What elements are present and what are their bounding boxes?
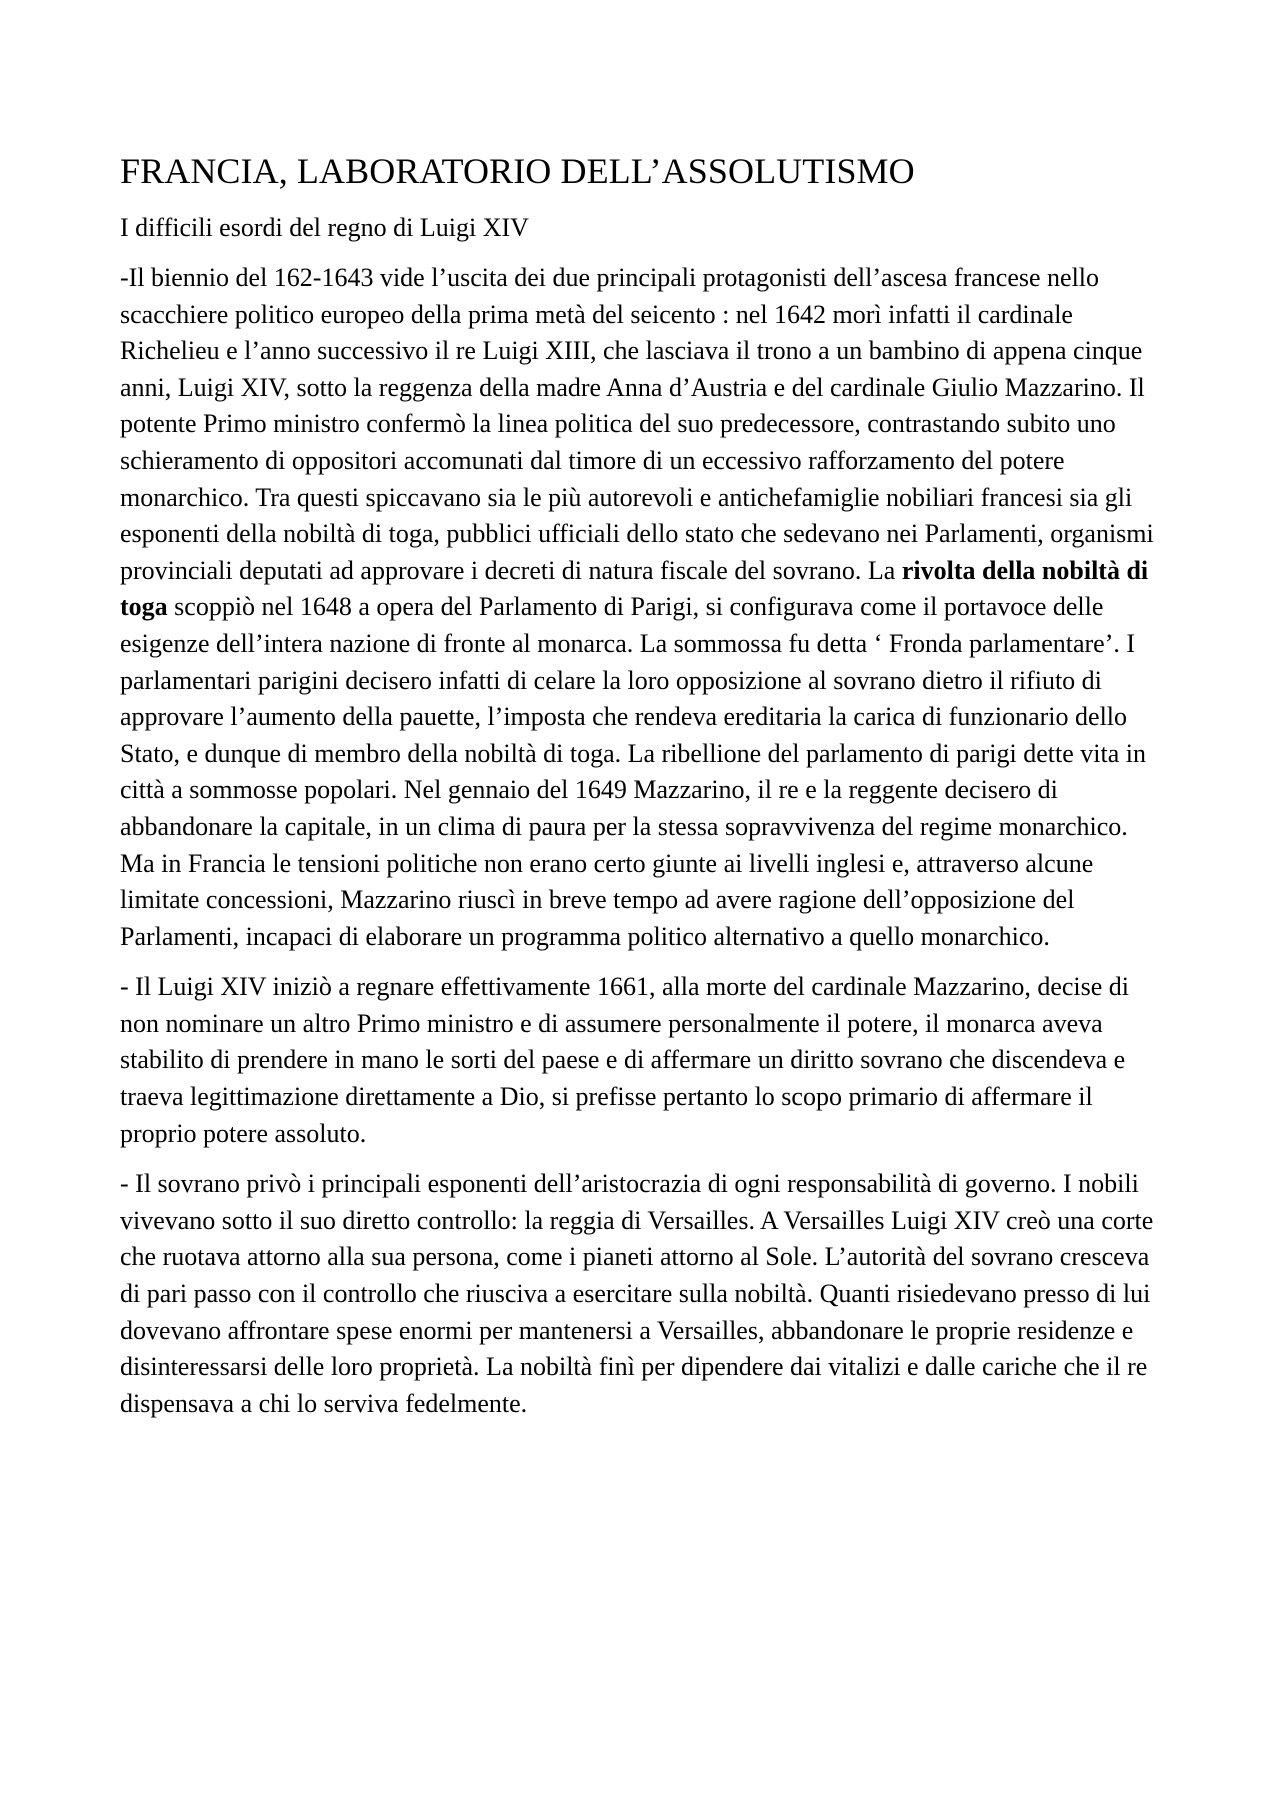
document-title: FRANCIA, LABORATORIO DELL’ASSOLUTISMO: [120, 151, 915, 191]
paragraph-1: [120, 260, 1160, 955]
document-page: [120, 148, 1160, 1436]
document-subtitle: I difficili esordi del regno di Luigi XIV: [120, 213, 529, 242]
paragraph-1-bold-text: rivolta della nobiltà di toga: [120, 555, 1149, 622]
paragraph-1-text-end: scoppiò nel 1648 a opera del Parlamento di Parigi, si configurava come il portavoce delle esigenze dell’intera nazione di fronte al monarca. La sommossa fu detta ‘ Fronda parlamentare’. I parlamentari parigini decisero infatti di celare la loro opposizione al sovrano dietro il rifiuto di approvare l’aumento della pauette, l’imposta che rendeva ereditaria la carica di funzionario dello Stato, e dunque di membro della nobiltà di toga. La ribellione del parlamento di parigi dette vita in città a sommosse popolari. Nel gennaio del 1649 Mazzarino, il re e la reggente decisero di abbandonare la capitale, in un clima di paura per la stessa sopravvivenza del regime monarchico. Ma in Francia le tensioni politiche non erano certo giunte ai livelli inglesi e, attraverso alcune limitate concessioni, Mazzarino riuscì in breve tempo ad avere ragione dell’opposizione del Parlamenti, incapaci di elaborare un programma politico alternativo a quello monarchico.: [120, 592, 1146, 951]
paragraph-1-text-start: -Il biennio del 162-1643 vide l’uscita dei due principali protagonisti dell’ascesa francese nello scacchiere politico europeo della prima metà del seicento : nel 1642 morì infatti il cardinale Richelieu e l’anno successivo il re Luigi XIII, che lasciava il trono a un bambino di appena cinque anni, Luigi XIV, sotto la reggenza della madre Anna d’Austria e del cardinale Giulio Mazzarino. Il potente Primo ministro confermò la linea politica del suo predecessore, contrastando subito uno schieramento di oppositori accomunati dal timore di un eccessivo rafforzamento del potere monarchico. Tra questi spiccavano sia le più autorevoli e antichefamiglie nobiliari francesi sia gli esponenti della nobiltà di toga, pubblici ufficiali dello stato che sedevano nei Parlamenti, organismi provinciali deputati ad approvare i decreti di natura fiscale del sovrano. La: [120, 263, 1154, 585]
paragraph-3: - Il sovrano privò i principali esponenti dell’aristocrazia di ogni responsabilità di governo. I nobili vivevano sotto il suo diretto controllo: la reggia di Versailles. A Versailles Luigi XIV creò una corte che ruotava attorno alla sua persona, come i pianeti attorno al Sole. L’autorità del sovrano cresceva di pari passo con il controllo che riusciva a esercitare sulla nobiltà. Quanti risiedevano presso di lui dovevano affrontare spese enormi per mantenersi a Versailles, abbandonare le proprie residenze e disinteressarsi delle loro proprietà. La nobiltà finì per dipendere dai vitalizi e dalle cariche che il re dispensava a chi lo serviva fedelmente.: [120, 1169, 1154, 1418]
paragraph-2: - Il Luigi XIV iniziò a regnare effettivamente 1661, alla morte del cardinale Mazzarino, decise di non nominare un altro Primo ministro e di assumere personalmente il potere, il monarca aveva stabilito di prendere in mano le sorti del paese e di affermare un diritto sovrano che discendeva e traeva legittimazione direttamente a Dio, si prefisse pertanto lo scopo primario di affermare il proprio potere assoluto.: [120, 972, 1130, 1148]
